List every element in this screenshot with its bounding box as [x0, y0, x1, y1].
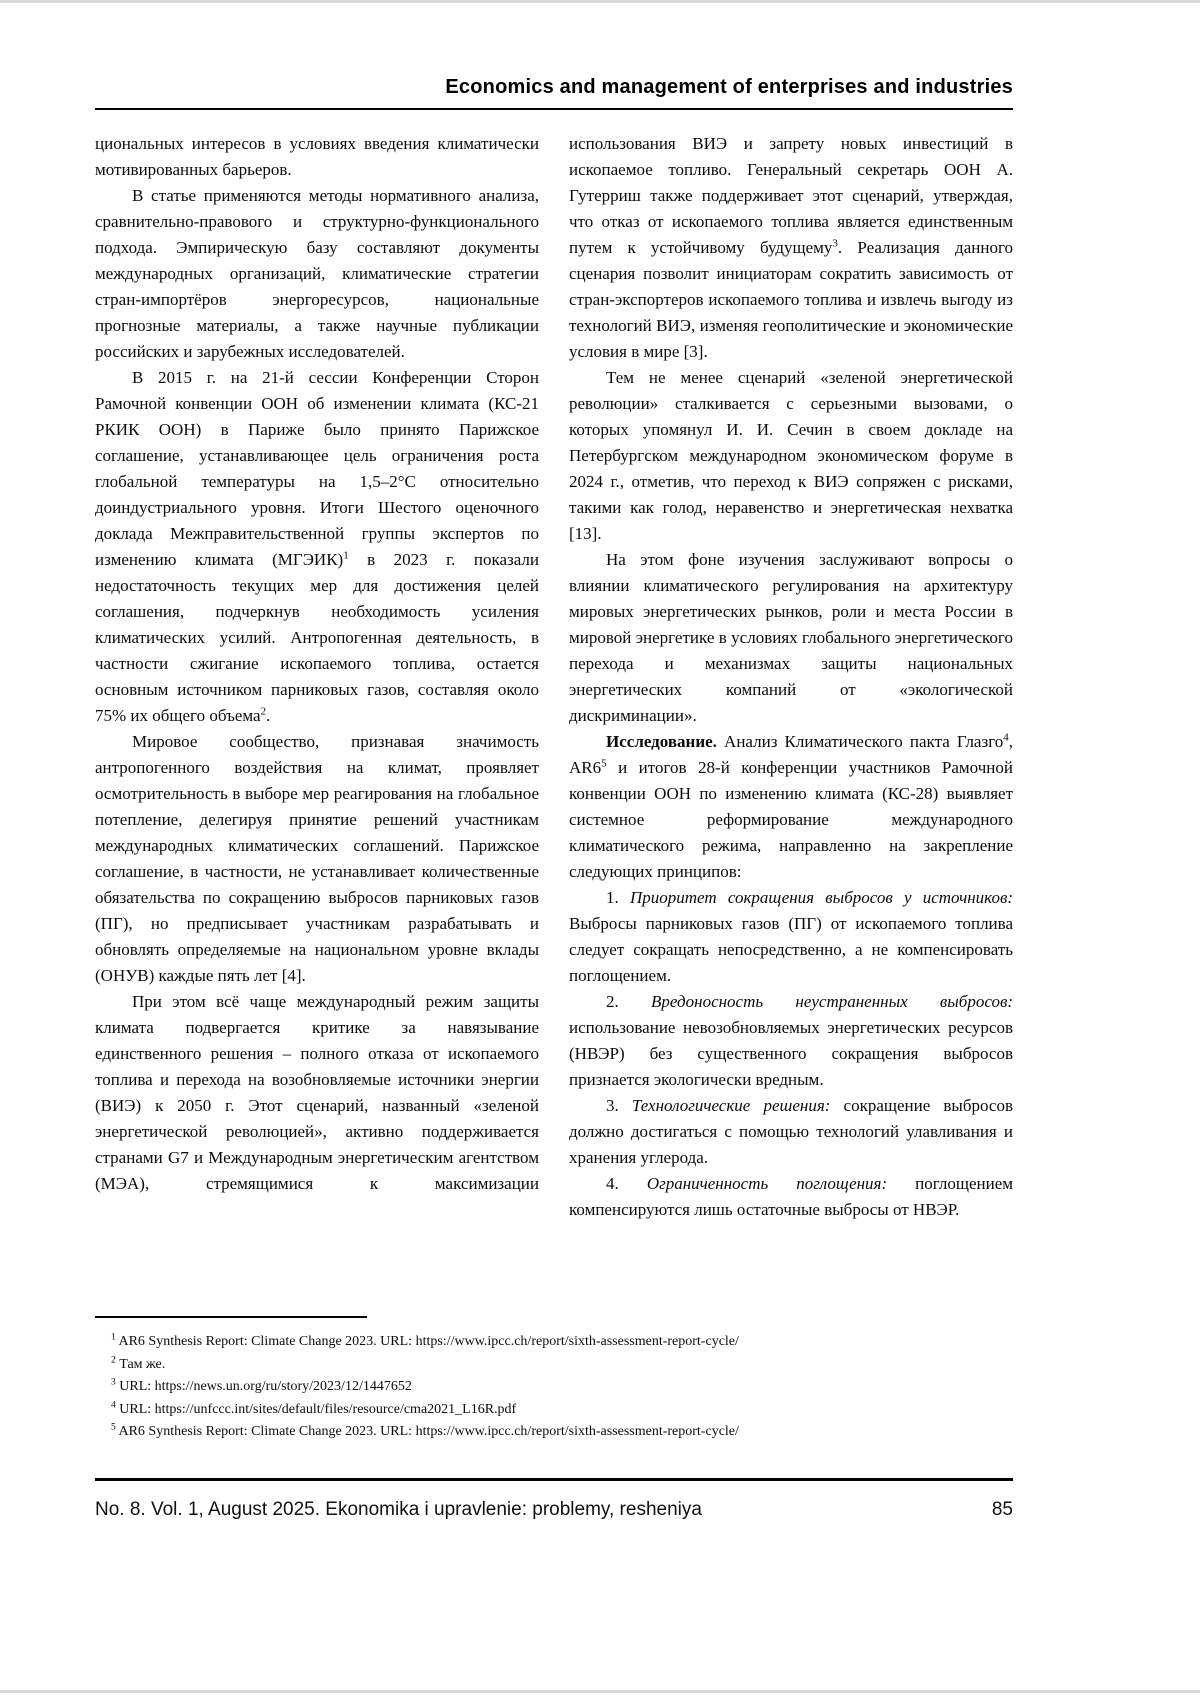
page-footer — [95, 1499, 1013, 1521]
text-run: использования ВИЭ и запрету новых инвестиций в ископаемое топливо. Генеральный секретарь ООН А. Гутерриш также поддерживает этот сценарий, утверждая, что отказ от ископаемого топлива является единственным путем к устойчивому будущему — [569, 134, 1013, 257]
text-run: и итогов 28-й конференции участников Рамочной конвенции ООН по изменению климата (КС-28) выявляет системное реформирование международного климатического режима, направленно на закрепление следующих принципов: — [569, 758, 1013, 881]
text-run: Тем не менее сценарий «зеленой энергетической революции» сталкивается с серьезными вызовами, о которых упомянул И. И. Сечин в своем докладе на Петербургском международном экономическом форуме в 2024 г., отметив, что переход к ВИЭ сопряжен с рисками, такими как голод, неравенство и энергетическая нехватка [13]. — [569, 368, 1013, 543]
page-number: 85 — [991, 1499, 1013, 1520]
text-run: . Реализация данного сценария позволит инициаторам сократить зависимость от стран-экспортеров ископаемого топлива и извлечь выгоду из технологий ВИЭ, изменяя геополитические и экономические условия в мире [3]. — [569, 238, 1013, 361]
page-top-edge — [0, 0, 1200, 3]
paragraph — [569, 365, 1013, 547]
paragraph — [569, 547, 1013, 729]
text-run: В статье применяются методы нормативного анализа, сравнительно-правового и структурно-функционального подхода. Эмпирическую базу составляют документы международных организаций, климатические стратегии стран-импортёров энергоресурсов, национальные прогнозные материалы, а также научные публикации российских и зарубежных исследователей. — [95, 186, 539, 361]
text-run: 1. — [606, 888, 630, 907]
footnote — [95, 1331, 1013, 1354]
footnote — [95, 1421, 1013, 1444]
text-run: Выбросы парниковых газов (ПГ) от ископаемого топлива следует сокращать непосредственно, а не компенсировать поглощением. — [569, 914, 1013, 985]
right-column — [569, 131, 1013, 1309]
footnote-marker: 2 — [260, 705, 267, 718]
paragraph — [569, 989, 1013, 1093]
footnote — [95, 1376, 1013, 1399]
footer-rule — [95, 1478, 1013, 1481]
header-rule — [95, 108, 1013, 110]
footnote-separator — [95, 1316, 367, 1318]
paragraph — [95, 729, 539, 989]
paragraph — [569, 131, 1013, 365]
text-run: Мировое сообщество, признавая значимость антропогенного воздействия на климат, проявляет осмотрительность в выборе мер реагирования на глобальное потепление, делегируя принятие решений участникам международных климатических соглашений. Парижское соглашение, в частности, не устанавливает количественные обязательства по сокращению выбросов парниковых газов (ПГ), но предписывает участникам разрабатывать и обновлять определяемые на национальном уровне вклады (ОНУВ) каждые пять лет [4]. — [95, 732, 539, 985]
running-head — [95, 76, 1013, 99]
left-column — [95, 131, 539, 1309]
paragraph — [569, 885, 1013, 989]
footnote-marker: 5 — [601, 757, 607, 770]
footnote-text: AR6 Synthesis Report: Climate Change 2023. URL: https://www.ipcc.ch/report/sixth-assessment-report-cycle/ — [115, 1424, 739, 1439]
paragraph — [95, 989, 539, 1197]
text-run: . — [266, 706, 271, 725]
footnote-text: URL: https://unfccc.int/sites/default/files/resource/cma2021_L16R.pdf — [115, 1401, 517, 1417]
footnote-marker: 4 — [1003, 731, 1009, 744]
footnote — [95, 1354, 1013, 1377]
text-run: Приоритет сокращения выбросов у источников: — [629, 888, 1013, 907]
text-run: При этом всё чаще международный режим защиты климата подвергается критике за навязывание единственного решения – полного отказа от ископаемого топлива и перехода на возобновляемые источники энергии (ВИЭ) к 2050 г. Этот сценарий, названный «зеленой энергетической революцией», активно поддерживается странами G7 и Международным энергетическим агентством (МЭА), стремящимися к максимизации — [95, 992, 539, 1193]
paragraph — [95, 131, 539, 183]
paragraph — [95, 183, 539, 365]
text-run: 4. — [606, 1174, 647, 1193]
page-bottom-edge — [0, 1690, 1200, 1693]
text-run: Анализ Климатического пакта Глазго — [716, 732, 1004, 751]
paragraph — [569, 1093, 1013, 1171]
footnote-text: URL: https://news.un.org/ru/story/2023/12/1447652 — [115, 1379, 412, 1394]
text-run: На этом фоне изучения заслуживают вопросы о влиянии климатического регулирования на архитектуру мировых энергетических рынков, роли и места России в мировой энергетике в условиях глобального энергетического перехода и механизмах защиты национальных энергетических компаний от «экологической дискриминации». — [569, 550, 1013, 725]
text-run: 3. — [606, 1096, 632, 1115]
footnote-number: 2 — [111, 1354, 116, 1365]
text-run: сокращение выбросов должно достигаться с помощью технологий улавливания и хранения углерода. — [569, 1096, 1013, 1167]
footnote-number: 1 — [111, 1332, 116, 1343]
text-run: Вредоносность неустраненных выбросов: — [651, 992, 1013, 1011]
footnotes-block — [95, 1331, 1013, 1444]
footnote-marker: 3 — [832, 237, 838, 250]
paragraph — [569, 729, 1013, 885]
paragraph — [569, 1171, 1013, 1223]
issue-info: No. 8. Vol. 1, August 2025. Ekonomika i upravlenie: problemy, resheniya — [95, 1499, 702, 1520]
text-run: Исследование. — [606, 732, 717, 751]
paragraph — [95, 365, 539, 729]
text-run: циональных интересов в условиях введения климатически мотивированных барьеров. — [95, 134, 539, 179]
footnote-text: AR6 Synthesis Report: Climate Change 2023. URL: https://www.ipcc.ch/report/sixth-assessment-report-cycle/ — [115, 1334, 739, 1349]
footnote — [95, 1399, 1013, 1422]
text-run: поглощением компенсируются лишь остаточные выбросы от НВЭР. — [569, 1174, 1013, 1219]
footnote-text: Там же. — [115, 1356, 166, 1372]
footnote-number: 5 — [111, 1422, 116, 1433]
running-head-title: Economics and management of enterprises and industries — [445, 76, 1013, 98]
footnote-number: 3 — [111, 1377, 116, 1388]
text-run: Ограниченность поглощения: — [646, 1174, 888, 1193]
text-run: в 2023 г. показали недостаточность текущих мер для достижения целей соглашения, подчеркнув необходимость усиления климатических усилий. Антропогенная деятельность, в частности сжигание ископаемого топлива, остается основным источником парниковых газов, составляя около 75% их общего объема — [95, 550, 539, 725]
article-body — [95, 131, 1013, 1309]
text-run: В 2015 г. на 21-й сессии Конференции Сторон Рамочной конвенции ООН об изменении климата (КС-21 РКИК ООН) в Париже было принято Парижское соглашение, устанавливающее цель ограничения роста глобальной температуры на 1,5–2°С относительно доиндустриального уровня. Итоги Шестого оценочного доклада Межправительственной группы экспертов по изменению климата (МГЭИК) — [95, 368, 539, 569]
footnote-marker: 1 — [343, 549, 349, 562]
text-run: Технологические решения: — [631, 1096, 831, 1115]
footnote-number: 4 — [111, 1399, 116, 1410]
text-run: 2. — [606, 992, 652, 1011]
text-run: , AR6 — [569, 732, 1013, 777]
text-run: использование невозобновляемых энергетических ресурсов (НВЭР) без существенного сокращения выбросов признается экологически вредным. — [569, 1018, 1013, 1089]
